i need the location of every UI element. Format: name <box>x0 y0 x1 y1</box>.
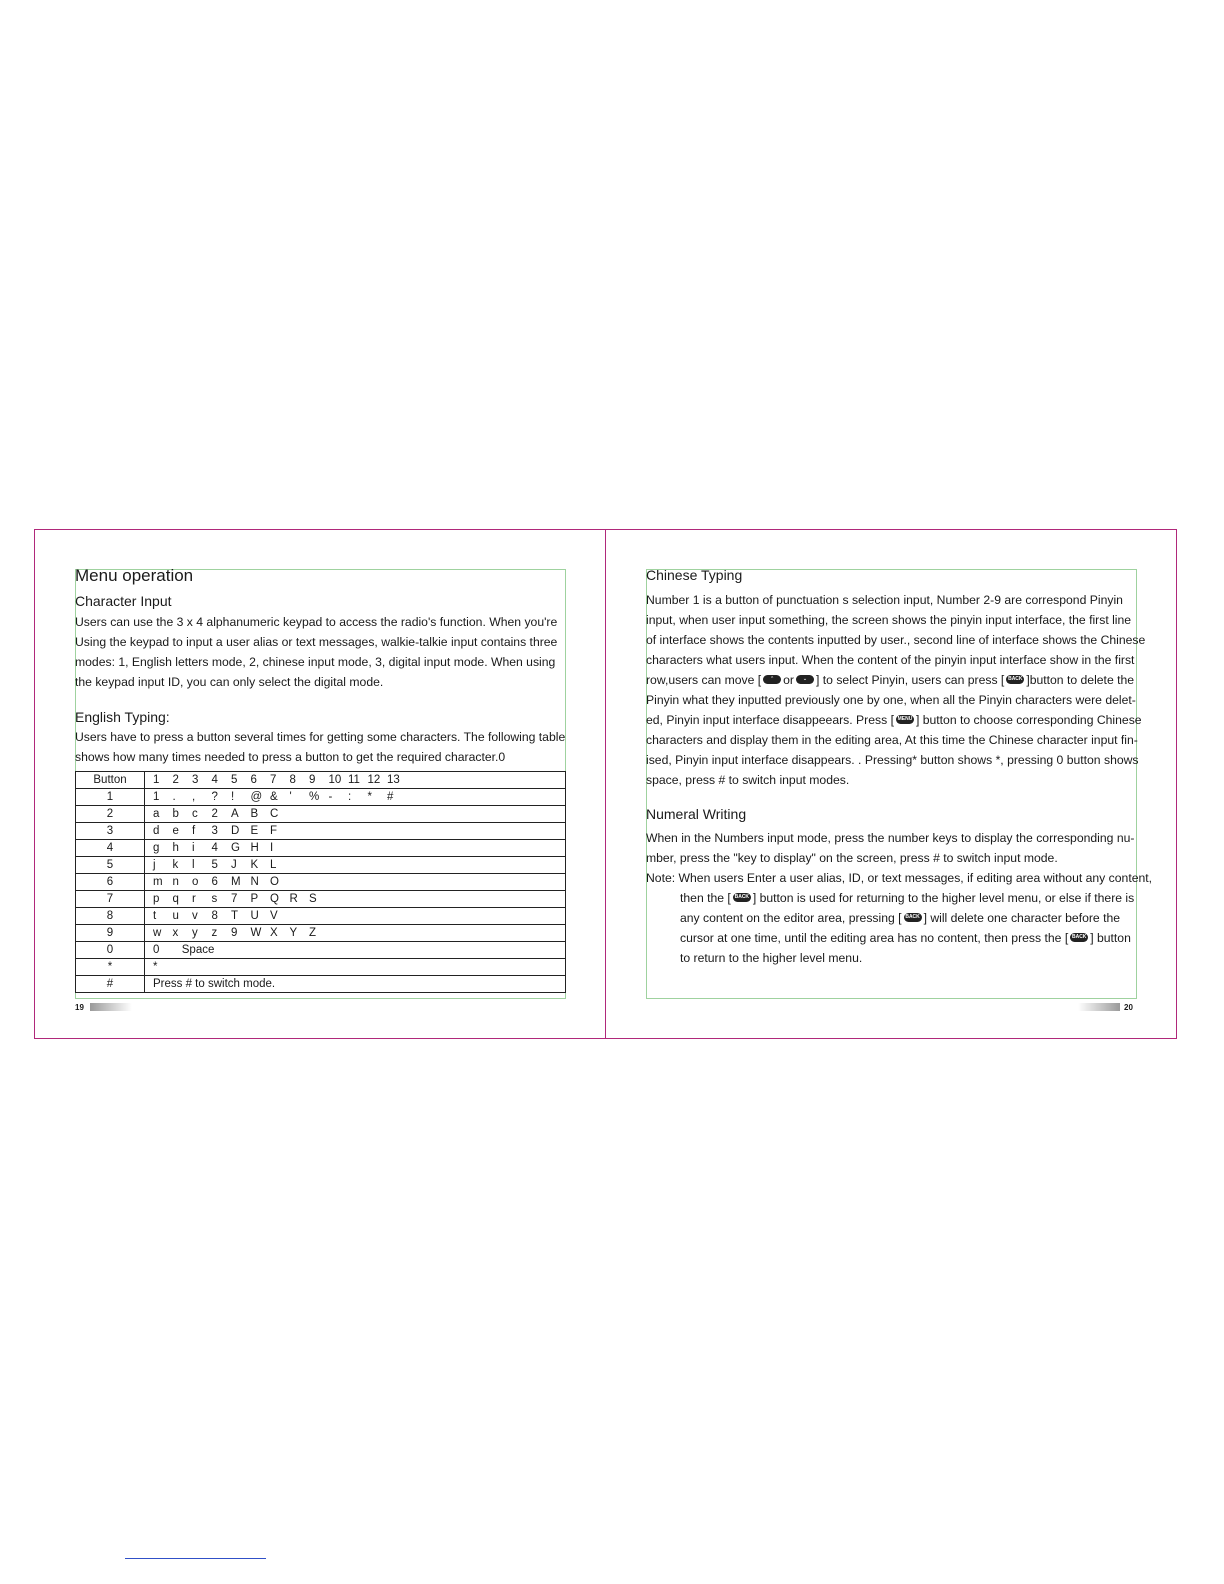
back-key-icon: BACK <box>734 894 750 901</box>
table-header-col: 3 <box>192 774 199 786</box>
table-row <box>76 908 566 925</box>
paragraph-line: input, when user input something, the screen shows the pinyin input interface, the first line <box>646 613 1132 627</box>
table-char: . <box>172 791 176 803</box>
table-char: l <box>192 859 195 871</box>
table-char: H <box>250 842 259 854</box>
table-header-col: 10 <box>328 774 342 786</box>
page-divider <box>605 529 606 1039</box>
table-header-col: 6 <box>250 774 257 786</box>
table-char: S <box>309 893 317 905</box>
table-row <box>76 840 566 857</box>
table-char: m <box>153 876 163 888</box>
chinese-typing-heading: Chinese Typing <box>646 567 743 583</box>
table-cell-chars: * <box>145 959 566 976</box>
table-row <box>76 874 566 891</box>
note-line <box>680 911 1120 925</box>
table-char: O <box>270 876 279 888</box>
table-char: 4 <box>211 842 218 854</box>
paragraph-line: Pinyin what they inputted previously one by one, when all the Pinyin characters were delet- <box>646 693 1136 707</box>
table-char: W <box>250 927 262 939</box>
paragraph-line: Number 1 is a button of punctuation s selection input, Number 2-9 are correspond Pinyin <box>646 593 1123 607</box>
text-span: ed, Pinyin input interface disappeears. Press [ <box>646 713 894 727</box>
table-char: f <box>192 825 196 837</box>
table-char: g <box>153 842 160 854</box>
page-title: Menu operation <box>75 566 194 585</box>
table-cell-button: 6 <box>76 874 145 891</box>
table-char: G <box>231 842 240 854</box>
table-cell-button: 4 <box>76 840 145 857</box>
table-char: 1 <box>153 791 160 803</box>
text-span: row,users can move [ <box>646 673 762 687</box>
table-char: z <box>211 927 218 939</box>
down-arrow-key-icon: ⌄ <box>796 675 814 684</box>
table-char: 2 <box>211 808 218 820</box>
table-char: M <box>231 876 241 888</box>
text-span: ]button to delete the <box>1026 673 1135 687</box>
table-row <box>76 976 566 993</box>
table-cell-chars <box>145 806 566 823</box>
paragraph-line: mber, press the "key to display" on the screen, press # to switch input mode. <box>646 851 1058 865</box>
table-cell-chars: 0 Space <box>145 942 566 959</box>
table-cell-button: * <box>76 959 145 976</box>
paragraph-line <box>646 713 1142 727</box>
table-cell-button: 9 <box>76 925 145 942</box>
table-header-col: 8 <box>289 774 296 786</box>
paragraph-line: the keypad input ID, you can only select the digital mode. <box>75 675 384 689</box>
table-char: s <box>211 893 218 905</box>
note-line: to return to the higher level menu. <box>680 951 863 965</box>
table-char: # <box>387 791 394 803</box>
table-char: V <box>270 910 278 922</box>
table-cell-chars <box>145 840 566 857</box>
table-cell-chars <box>145 891 566 908</box>
table-char: : <box>348 791 352 803</box>
table-cell-button: 1 <box>76 789 145 806</box>
table-char: o <box>192 876 199 888</box>
table-char: u <box>172 910 179 922</box>
table-header-col: 9 <box>309 774 316 786</box>
table-char: ? <box>211 791 218 803</box>
table-row <box>76 823 566 840</box>
table-char: U <box>250 910 259 922</box>
table-cell-button: 8 <box>76 908 145 925</box>
paragraph-line: Users can use the 3 x 4 alphanumeric keypad to access the radio's function. When you're <box>75 615 558 629</box>
table-row <box>76 857 566 874</box>
table-char: Z <box>309 927 317 939</box>
table-char: K <box>250 859 259 871</box>
table-cell-button: 7 <box>76 891 145 908</box>
table-char: y <box>192 927 198 939</box>
table-char: X <box>270 927 278 939</box>
bottom-underline <box>125 1558 266 1559</box>
character-input-heading: Character Input <box>75 593 172 609</box>
note-line <box>680 931 1131 945</box>
numeral-writing-heading: Numeral Writing <box>646 806 747 822</box>
paragraph-line: space, press # to switch input modes. <box>646 773 850 787</box>
table-row <box>76 891 566 908</box>
table-char: D <box>231 825 240 837</box>
table-char: b <box>172 808 179 820</box>
table-cell-button: 5 <box>76 857 145 874</box>
text-span: ] button <box>1090 931 1131 945</box>
table-cell-button: 0 <box>76 942 145 959</box>
table-cell-button: # <box>76 976 145 993</box>
note-line: Note: When users Enter a user alias, ID, or text messages, if editing area without any content, <box>646 871 1153 885</box>
paragraph-line: Users have to press a button several times for getting some characters. The following table <box>75 730 566 744</box>
table-char: h <box>172 842 179 854</box>
table-char: , <box>192 791 196 803</box>
table-char: P <box>250 893 259 905</box>
text-span: ] button to choose corresponding Chinese <box>915 713 1142 727</box>
table-header-col: 13 <box>387 774 400 786</box>
page-number-bar <box>1078 1003 1120 1011</box>
table-row <box>76 959 566 976</box>
page-number-bar <box>90 1003 132 1011</box>
table-header-cell: Button <box>76 772 145 789</box>
page-number: 20 <box>1124 1003 1133 1012</box>
table-char: k <box>172 859 179 871</box>
table-char: * <box>367 791 372 803</box>
text-span: or <box>783 673 794 687</box>
table-header-col: 12 <box>367 774 381 786</box>
paragraph-line: shows how many times needed to press a button to get the required character.0 <box>75 750 506 764</box>
table-char: J <box>231 859 237 871</box>
table-cell-button: 2 <box>76 806 145 823</box>
table-char: w <box>153 927 162 939</box>
text-span: any content on the editor area, pressing [ <box>680 911 902 925</box>
paragraph-line: When in the Numbers input mode, press the number keys to display the corresponding nu- <box>646 831 1135 845</box>
note-line <box>680 891 1134 905</box>
table-char: % <box>309 791 320 803</box>
back-key-icon: BACK <box>905 914 920 921</box>
table-cell-chars <box>145 857 566 874</box>
paragraph-line: modes: 1, English letters mode, 2, chinese input mode, 3, digital input mode. When using <box>75 655 556 669</box>
table-char: A <box>231 808 239 820</box>
table-char: d <box>153 825 160 837</box>
table-char: a <box>153 808 160 820</box>
table-char: ' <box>289 791 292 803</box>
keypad-character-table <box>75 771 566 993</box>
table-char: 6 <box>211 876 218 888</box>
english-typing-heading: English Typing: <box>75 709 170 725</box>
table-char: E <box>250 825 259 837</box>
table-header-col: 7 <box>270 774 277 786</box>
table-char: t <box>153 910 157 922</box>
paragraph-line: characters what users input. When the content of the pinyin input interface show in the first <box>646 653 1135 667</box>
table-header-col: 11 <box>348 774 360 786</box>
table-char: C <box>270 808 279 820</box>
table-char: 7 <box>231 893 238 905</box>
table-cell-chars: Press # to switch mode. <box>145 976 566 993</box>
back-key-icon: BACK <box>1008 676 1023 683</box>
table-cell-chars <box>145 925 566 942</box>
table-char: c <box>192 808 198 820</box>
table-char: - <box>328 791 333 803</box>
paragraph-line: characters and display them in the editing area, At this time the Chinese character input fin- <box>646 733 1138 747</box>
text-span: then the [ <box>680 891 731 905</box>
table-char: j <box>153 859 156 871</box>
table-char: @ <box>250 791 263 803</box>
table-char: 3 <box>211 825 218 837</box>
table-header-col: 1 <box>153 774 160 786</box>
table-char: 5 <box>211 859 218 871</box>
table-char: F <box>270 825 278 837</box>
table-cell-chars <box>145 874 566 891</box>
table-char: x <box>172 927 179 939</box>
up-arrow-key-icon: ⌃ <box>763 675 781 684</box>
table-char: 8 <box>211 910 218 922</box>
table-char: L <box>270 859 277 871</box>
table-char: ! <box>231 791 235 803</box>
page-number: 19 <box>75 1003 84 1012</box>
table-row <box>76 942 566 959</box>
table-header-col: 2 <box>172 774 179 786</box>
table-row <box>76 806 566 823</box>
table-char: Y <box>289 927 298 939</box>
table-char: & <box>270 791 278 803</box>
table-cell-button: 3 <box>76 823 145 840</box>
table-char: v <box>192 910 198 922</box>
paragraph-line: ised, Pinyin input interface disappears. . Pressing* button shows *, pressing 0 button shows <box>646 753 1139 767</box>
table-char: n <box>172 876 179 888</box>
table-char: I <box>270 842 274 854</box>
text-span: cursor at one time, until the editing area has no content, then press the [ <box>680 931 1069 945</box>
menu-key-icon: MENU <box>897 716 913 723</box>
paragraph-line: Using the keypad to input a user alias or text messages, walkie-talkie input contains three <box>75 635 558 649</box>
table-char: p <box>153 893 160 905</box>
table-char: B <box>250 808 259 820</box>
table-char: R <box>289 893 298 905</box>
table-header-row <box>76 772 566 789</box>
table-char: 9 <box>231 927 238 939</box>
text-span: ] to select Pinyin, users can press [ <box>816 673 1005 687</box>
table-char: r <box>192 893 196 905</box>
table-char: e <box>172 825 179 837</box>
table-cell-chars <box>145 823 566 840</box>
paragraph-line: of interface shows the contents inputted by user., second line of interface shows the Chinese <box>646 633 1146 647</box>
back-key-icon: BACK <box>1071 934 1087 941</box>
table-row <box>76 789 566 806</box>
table-header-col: 5 <box>231 774 238 786</box>
table-char: i <box>192 842 195 854</box>
table-header-col: 4 <box>211 774 218 786</box>
table-char: N <box>250 876 259 888</box>
paragraph-line <box>646 673 1134 687</box>
table-char: q <box>172 893 179 905</box>
text-span: ] button is used for returning to the higher level menu, or else if there is <box>752 891 1135 905</box>
table-cell-chars <box>145 908 566 925</box>
text-span: ] will delete one character before the <box>923 911 1121 925</box>
table-cell-chars <box>145 789 566 806</box>
table-char: Q <box>270 893 279 905</box>
table-row <box>76 925 566 942</box>
table-char: T <box>231 910 239 922</box>
table-header-cell <box>145 772 566 789</box>
